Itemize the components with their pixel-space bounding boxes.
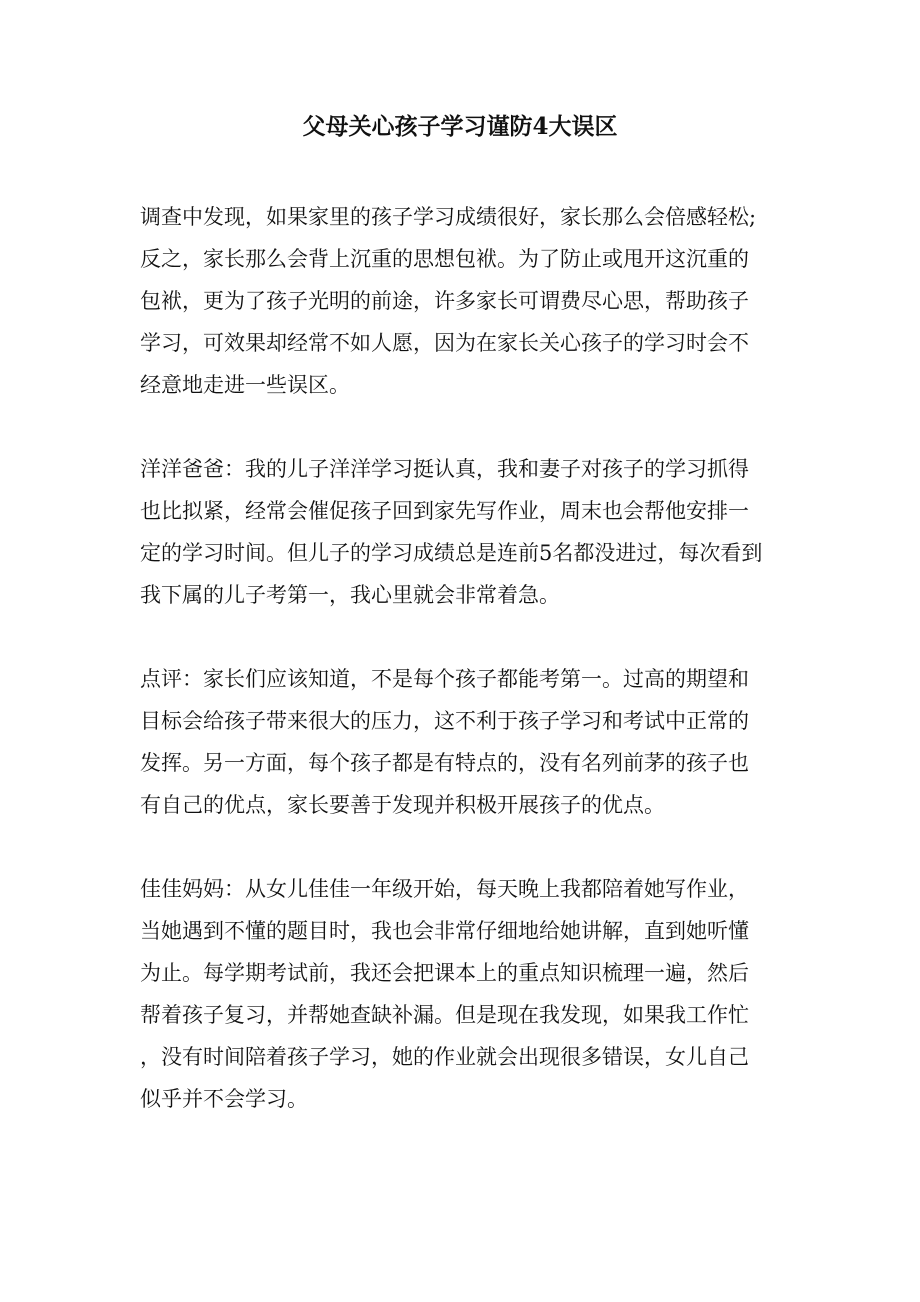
text-line: 目标会给孩子带来很大的压力，这不利于孩子学习和考试中正常的 — [140, 709, 749, 733]
text-line: 当她遇到不懂的题目时，我也会非常仔细地给她讲解，直到她听懂 — [140, 919, 749, 943]
text-line: 洋洋爸爸：我的儿子洋洋学习挺认真，我和妻子对孩子的学习抓得 — [140, 457, 749, 481]
paragraph-yangyang-dad — [140, 448, 790, 616]
text-line: 似乎并不会学习。 — [140, 1087, 308, 1111]
text-line: 学习，可效果却经常不如人愿，因为在家长关心孩子的学习时会不 — [140, 331, 749, 355]
text-line: 帮着孩子复习，并帮她查缺补漏。但是现在我发现，如果我工作忙 — [140, 1003, 749, 1027]
paragraph-comment — [140, 658, 790, 826]
text-line: 经意地走进一些误区。 — [140, 373, 350, 397]
document-title: 父母关心孩子学习谨防4大误区 — [302, 113, 618, 140]
text-line: 定的学习时间。但儿子的学习成绩总是连前5名都没进过，每次看到 — [140, 541, 763, 565]
text-line: 也比拟紧，经常会催促孩子回到家先写作业，周末也会帮他安排一 — [140, 499, 749, 523]
paragraph-jiajia-mom — [140, 868, 790, 1120]
text-line: 有自己的优点，家长要善于发现并积极开展孩子的优点。 — [140, 793, 665, 817]
text-line: 发挥。另一方面，每个孩子都是有特点的，没有名列前茅的孩子也 — [140, 751, 749, 775]
paragraph-intro — [140, 196, 790, 406]
text-line: 反之，家长那么会背上沉重的思想包袱。为了防止或甩开这沉重的 — [140, 247, 749, 271]
text-line: 佳佳妈妈：从女儿佳佳一年级开始，每天晚上我都陪着她写作业， — [140, 877, 749, 901]
text-line: 点评：家长们应该知道，不是每个孩子都能考第一。过高的期望和 — [140, 667, 749, 691]
text-line: 为止。每学期考试前，我还会把课本上的重点知识梳理一遍，然后 — [140, 961, 749, 985]
text-line: 包袱，更为了孩子光明的前途，许多家长可谓费尽心思，帮助孩子 — [140, 289, 749, 313]
text-line: ，没有时间陪着孩子学习，她的作业就会出现很多错误，女儿自己 — [140, 1045, 749, 1069]
text-line: 调查中发现，如果家里的孩子学习成绩很好，家长那么会倍感轻松; — [140, 205, 757, 229]
text-line: 我下属的儿子考第一，我心里就会非常着急。 — [140, 583, 560, 607]
